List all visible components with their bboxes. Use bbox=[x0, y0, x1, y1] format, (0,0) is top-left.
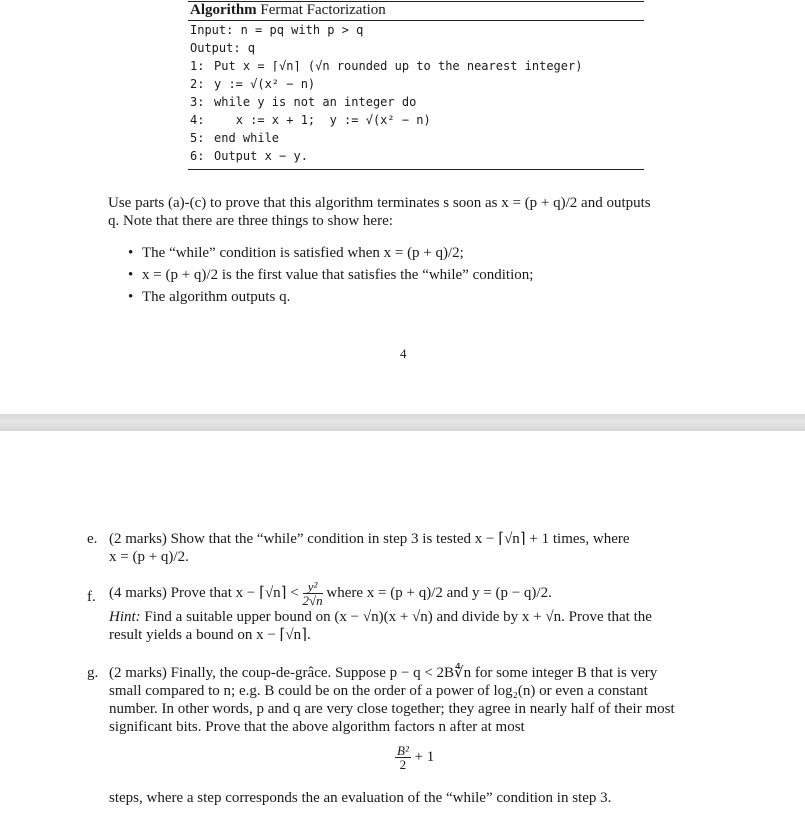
algorithm-step-6: 6: Output x − y. bbox=[190, 149, 308, 163]
algorithm-step-3: 3: while y is not an integer do bbox=[190, 95, 417, 109]
algorithm-title: Fermat Factorization bbox=[260, 2, 386, 18]
part-f-frac-numerator: y² bbox=[303, 580, 323, 594]
page-separator bbox=[0, 414, 805, 431]
part-g-label: g. bbox=[87, 665, 99, 681]
bullet-icon: • bbox=[128, 289, 134, 305]
part-g bbox=[87, 664, 727, 736]
part-g-frac-numerator: B² bbox=[397, 743, 409, 758]
algorithm-step-4: 4: x := x + 1; y := √(x² − n) bbox=[190, 113, 431, 127]
part-g-line-1: (2 marks) Finally, the coup-de-grâce. Suppose p − q < 2B∜n for some integer B that is very bbox=[109, 665, 658, 681]
list-item-text: The “while” condition is satisfied when x = (p + q)/2; bbox=[142, 245, 464, 261]
step-2-text: y := √(x² − n) bbox=[214, 77, 316, 91]
part-g-fraction bbox=[395, 744, 411, 771]
part-f-label: f. bbox=[87, 589, 96, 605]
part-f-suffix: where x = (p + q)/2 and y = (p − q)/2. bbox=[326, 585, 552, 601]
step-4-text: x := x + 1; y := √(x² − n) bbox=[235, 113, 431, 127]
part-g-line-2: small compared to n; e.g. B could be on the order of a power of log₂(n) or even a constant bbox=[109, 683, 648, 699]
part-f-hint-line-2: result yields a bound on x − ⌈√n⌉. bbox=[109, 627, 311, 643]
list-item-text: The algorithm outputs q. bbox=[142, 289, 291, 305]
instructions-line-2: q. Note that there are three things to show here: bbox=[108, 213, 393, 229]
part-g-line-3: number. In other words, p and q are very close together; they agree in nearly half of their most bbox=[109, 701, 675, 717]
part-e-line-1: (2 marks) Show that the “while” condition in step 3 is tested x − ⌈√n⌉ + 1 times, where bbox=[109, 531, 630, 547]
part-g-final bbox=[87, 789, 727, 807]
step-5-text: end while bbox=[214, 131, 280, 145]
algorithm-title-label: Algorithm bbox=[190, 2, 257, 18]
list-item bbox=[128, 242, 533, 264]
algorithm-step-2: 2: y := √(x² − n) bbox=[190, 77, 316, 91]
algorithm-box bbox=[188, 1, 644, 170]
part-g-line-4: significant bits. Prove that the above algorithm factors n after at most bbox=[109, 719, 525, 735]
instructions-paragraph bbox=[108, 194, 738, 230]
part-f bbox=[87, 578, 727, 644]
step-3-text: while y is not an integer do bbox=[214, 95, 417, 109]
algorithm-step-5: 5: end while bbox=[190, 131, 280, 145]
page-number: 4 bbox=[400, 346, 407, 361]
bullet-icon: • bbox=[128, 245, 134, 261]
algorithm-step-1: 1: Put x = ⌈√n⌉ (√n rounded up to the nearest integer) bbox=[190, 59, 583, 73]
hint-label: Hint: bbox=[109, 609, 141, 625]
part-f-statement bbox=[109, 578, 727, 608]
part-f-hint-line-1 bbox=[109, 608, 727, 626]
requirements-list bbox=[128, 242, 533, 308]
list-item bbox=[128, 286, 533, 308]
part-f-frac-denominator: 2√n bbox=[302, 593, 323, 609]
step-1-text: Put x = ⌈√n⌉ (√n rounded up to the nearest integer) bbox=[214, 59, 583, 73]
algorithm-output: Output: q bbox=[190, 41, 256, 55]
algorithm-header bbox=[188, 2, 644, 18]
list-item-text: x = (p + q)/2 is the first value that satisfies the “while” condition; bbox=[142, 267, 534, 283]
part-g-final-line: steps, where a step corresponds the an evaluation of the “while” condition in step 3. bbox=[109, 790, 612, 806]
bullet-icon: • bbox=[128, 267, 134, 283]
step-6-text: Output x − y. bbox=[214, 149, 308, 163]
algorithm-input: Input: n = pq with p > q bbox=[190, 23, 364, 37]
part-f-prefix: (4 marks) Prove that x − ⌈√n⌉ < bbox=[109, 585, 299, 601]
part-g-plus-one: + 1 bbox=[414, 748, 435, 765]
part-e-label: e. bbox=[87, 531, 98, 547]
part-g-frac-denominator: 2 bbox=[399, 757, 407, 772]
hint-text-1: Find a suitable upper bound on (x − √n)(x + √n) and divide by x + √n. Prove that the bbox=[144, 609, 652, 625]
part-f-fraction bbox=[303, 580, 323, 607]
part-e bbox=[87, 530, 727, 566]
list-item bbox=[128, 264, 533, 286]
part-e-line-2: x = (p + q)/2. bbox=[109, 549, 189, 565]
part-g-bound bbox=[395, 744, 434, 771]
algorithm-bottom-rule bbox=[188, 169, 644, 170]
instructions-line-1: Use parts (a)-(c) to prove that this algorithm terminates s soon as x = (p + q)/2 and outputs bbox=[108, 195, 651, 211]
